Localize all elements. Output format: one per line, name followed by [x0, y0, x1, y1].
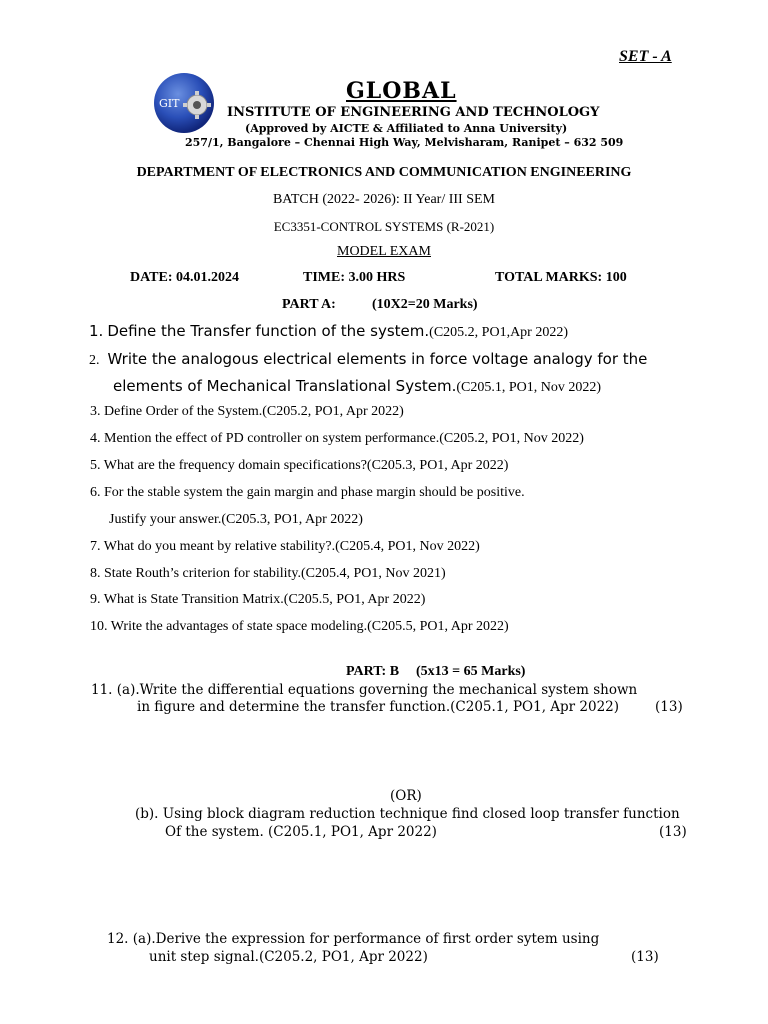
- part-a-title: PART A:: [282, 297, 336, 312]
- question-12a-line-2: unit step signal.(C205.2, PO1, Apr 2022): [149, 949, 428, 965]
- part-b-title: PART: B: [346, 664, 400, 679]
- question-11b-line-1: (b). Using block diagram reduction technique find closed loop transfer function: [135, 806, 680, 822]
- question-12a-marks: (13): [631, 949, 659, 965]
- question-11b-marks: (13): [659, 824, 687, 840]
- question-text: elements of Mechanical Translational System.: [113, 377, 457, 395]
- question-number: 2.: [89, 353, 100, 368]
- question-reference: (C205.2, PO1,Apr 2022): [429, 325, 569, 340]
- question-1: [89, 322, 568, 341]
- question-8: 8. State Routh’s criterion for stability.(C205.4, PO1, Nov 2021): [90, 566, 446, 581]
- question-10: 10. Write the advantages of state space modeling.(C205.5, PO1, Apr 2022): [90, 619, 509, 634]
- question-text: Define the Transfer function of the system.: [107, 322, 430, 340]
- question-5: 5. What are the frequency domain specifications?(C205.3, PO1, Apr 2022): [90, 458, 509, 473]
- part-b-marks: (5x13 = 65 Marks): [416, 664, 526, 679]
- question-11b-line-2: Of the system. (C205.1, PO1, Apr 2022): [165, 824, 437, 840]
- question-3: 3. Define Order of the System.(C205.2, PO1, Apr 2022): [90, 404, 404, 419]
- question-number: 1.: [89, 322, 104, 340]
- question-text: Write the analogous electrical elements in force voltage analogy for the: [107, 350, 648, 368]
- institute-logo: [153, 72, 215, 134]
- svg-text:GIT: GIT: [159, 97, 180, 110]
- total-marks: TOTAL MARKS: 100: [495, 270, 627, 285]
- exam-time: TIME: 3.00 HRS: [303, 270, 406, 285]
- or-separator: (OR): [390, 788, 422, 804]
- question-9: 9. What is State Transition Matrix.(C205.5, PO1, Apr 2022): [90, 592, 426, 607]
- question-12a-line-1: 12. (a).Derive the expression for performance of first order sytem using: [107, 931, 600, 947]
- set-label: SET - A: [619, 48, 672, 65]
- question-2-line-1: [89, 350, 647, 369]
- institute-address: 257/1, Bangalore – Chennai High Way, Melvisharam, Ranipet – 632 509: [185, 136, 624, 149]
- question-11a-line-1: 11. (a).Write the differential equations governing the mechanical system shown: [91, 682, 638, 698]
- question-6-line-2: Justify your answer.(C205.3, PO1, Apr 2022): [109, 512, 363, 527]
- question-6-line-1: 6. For the stable system the gain margin and phase margin should be positive.: [90, 485, 525, 500]
- institute-subtitle: INSTITUTE OF ENGINEERING AND TECHNOLOGY: [227, 105, 600, 120]
- question-11a-line-2: in figure and determine the transfer function.(C205.1, PO1, Apr 2022): [137, 699, 620, 715]
- institute-name: GLOBAL: [346, 78, 457, 104]
- part-a-marks: (10X2=20 Marks): [372, 297, 478, 312]
- exam-date: DATE: 04.01.2024: [130, 270, 240, 285]
- question-2-line-2: [113, 377, 601, 396]
- question-reference: (C205.1, PO1, Nov 2022): [456, 380, 602, 395]
- batch-info: BATCH (2022- 2026): II Year/ III SEM: [272, 192, 496, 207]
- department-title: DEPARTMENT OF ELECTRONICS AND COMMUNICATION ENGINEERING: [136, 165, 632, 180]
- question-11a-marks: (13): [655, 699, 683, 715]
- question-7: 7. What do you meant by relative stability?.(C205.4, PO1, Nov 2022): [90, 539, 480, 554]
- question-4: 4. Mention the effect of PD controller on system performance.(C205.2, PO1, Nov 2022): [90, 431, 584, 446]
- gear-logo-icon: [153, 72, 215, 134]
- course-code: EC3351-CONTROL SYSTEMS (R-2021): [273, 219, 495, 234]
- institute-approval: (Approved by AICTE & Affiliated to Anna University): [245, 122, 568, 135]
- exam-title: MODEL EXAM: [337, 244, 431, 259]
